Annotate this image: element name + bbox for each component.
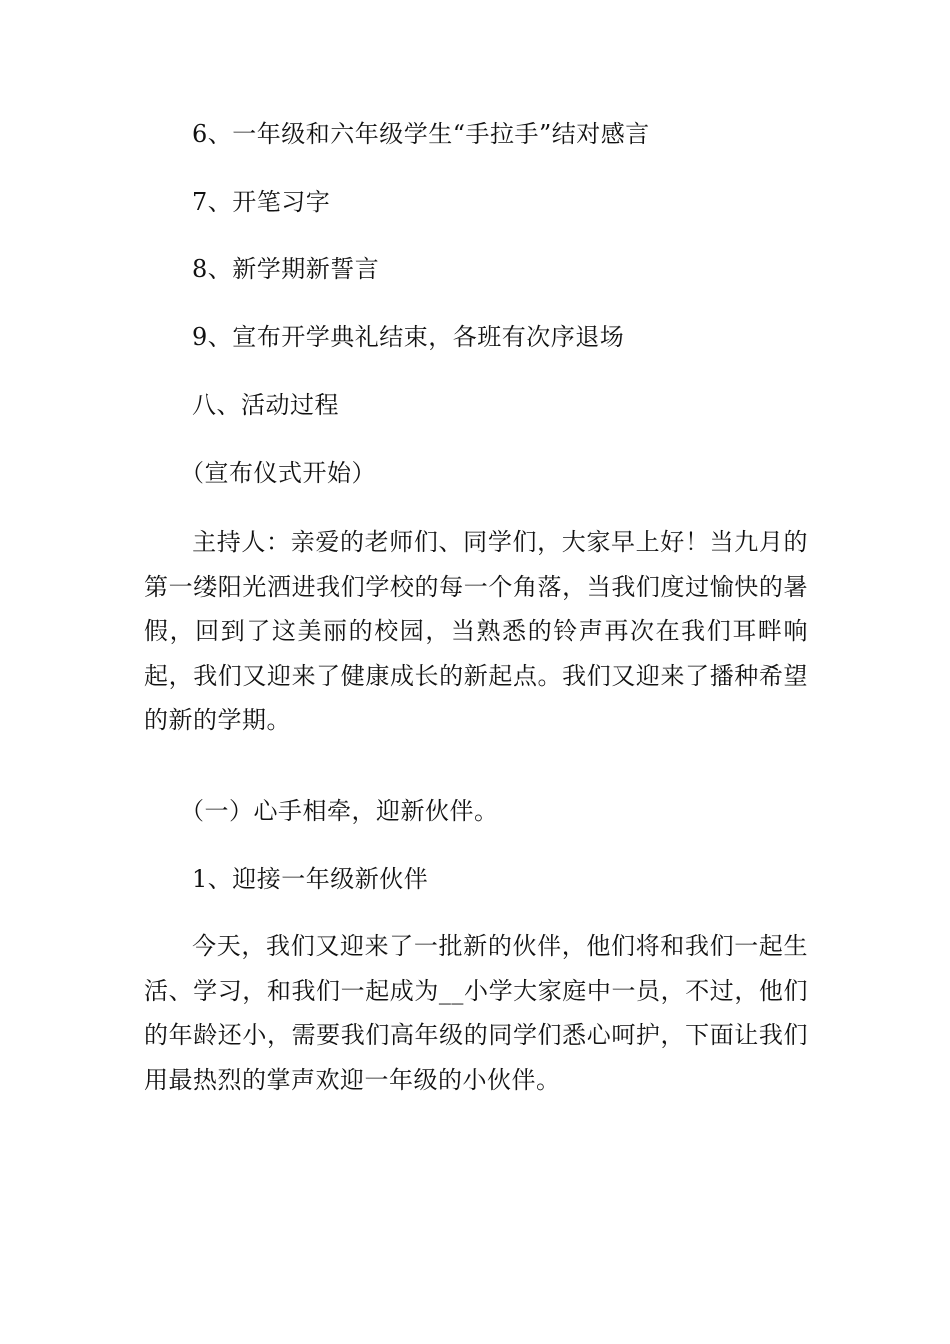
- ceremony-start-note: （宣布仪式开始）: [180, 459, 376, 487]
- list-item-7: 7、开笔习字: [192, 188, 331, 216]
- host-opening-text: 主持人：亲爱的老师们、同学们，大家早上好！当九月的第一缕阳光洒进我们学校的每一个角落，当我们度过愉快的暑假，回到了这美丽的校园，当熟悉的铃声再次在我们耳畔响起，我们又迎来了健康成长的新起点。我们又迎来了播种希望的新的学期。: [144, 528, 808, 734]
- section-heading-one: （一）心手相牵，迎新伙伴。: [180, 797, 499, 825]
- list-item-6: 6、一年级和六年级学生“手拉手”结对感言: [192, 120, 650, 148]
- welcome-paragraph: [144, 924, 808, 1102]
- section-heading-activity-process: 八、活动过程: [192, 391, 339, 419]
- host-opening-paragraph: [144, 520, 808, 743]
- welcome-text: 今天，我们又迎来了一批新的伙伴，他们将和我们一起生活、学习，和我们一起成为__小学大家庭中一员，不过，他们的年龄还小，需要我们高年级的同学们悉心呵护，下面让我们用最热烈的掌声欢迎一年级的小伙伴。: [144, 932, 808, 1094]
- subsection-heading-welcome: 1、迎接一年级新伙伴: [192, 865, 429, 893]
- list-item-9: 9、宣布开学典礼结束，各班有次序退场: [192, 323, 625, 351]
- list-item-8: 8、新学期新誓言: [192, 255, 380, 283]
